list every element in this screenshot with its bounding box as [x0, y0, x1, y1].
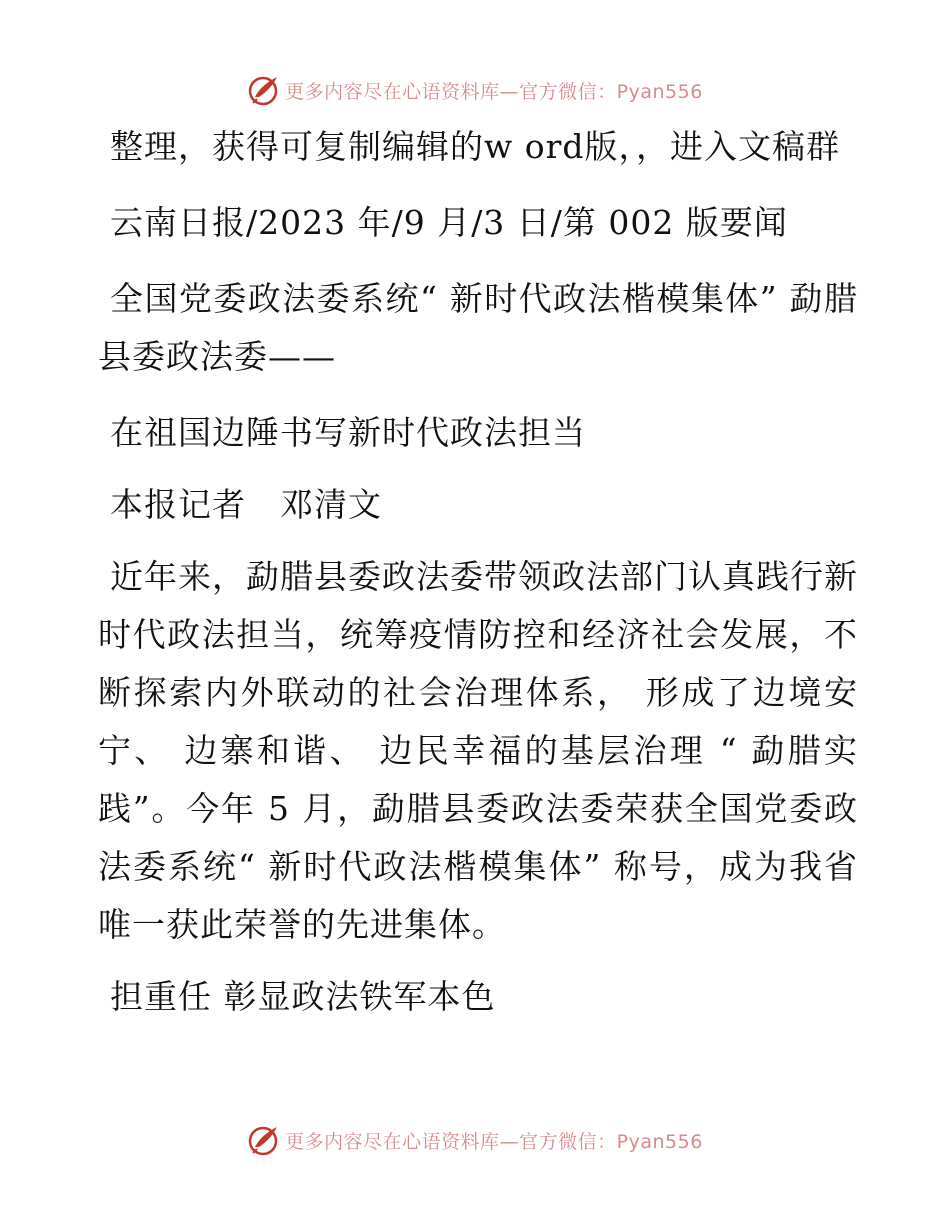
quill-logo-icon [247, 73, 281, 107]
header-watermark [0, 70, 950, 110]
document-body [98, 118, 858, 1026]
footer-watermark [0, 1120, 950, 1160]
quill-logo-icon [247, 1123, 281, 1157]
watermark-text: 更多内容尽在心语资料库—官方微信：Pyan556 [285, 80, 703, 103]
headline-title: 在祖国边陲书写新时代政法担当 [110, 413, 586, 452]
body-paragraph: 近年来，勐腊县委政法委带领政法部门认真践行新时代政法担当，统筹疫情防控和经济社会发展，不断探索内外联动的社会治理体系， 形成了边境安宁、 边寨和谐、 边民幸福的基层治理 “ 勐腊实践”。今年 5 月，勐腊县委政法委荣获全国党委政法委系统“ 新时代政法楷模集体” 称号，成为我省唯一获此荣誉的先进集体。 [98, 557, 858, 944]
source-line: 云南日报/2023 年/9 月/3 日/第 002 版要闻 [110, 203, 788, 242]
headline-kicker: 全国党委政法委系统“ 新时代政法楷模集体” 勐腊县委政法委—— [98, 279, 858, 376]
byline: 本报记者 邓清文 [110, 485, 382, 524]
note-paragraph: 整理，获得可复制编辑的w ord版，，进入文稿群 [110, 127, 841, 166]
section-heading: 担重任 彰显政法铁军本色 [110, 977, 496, 1016]
watermark-text: 更多内容尽在心语资料库—官方微信：Pyan556 [285, 1130, 703, 1153]
